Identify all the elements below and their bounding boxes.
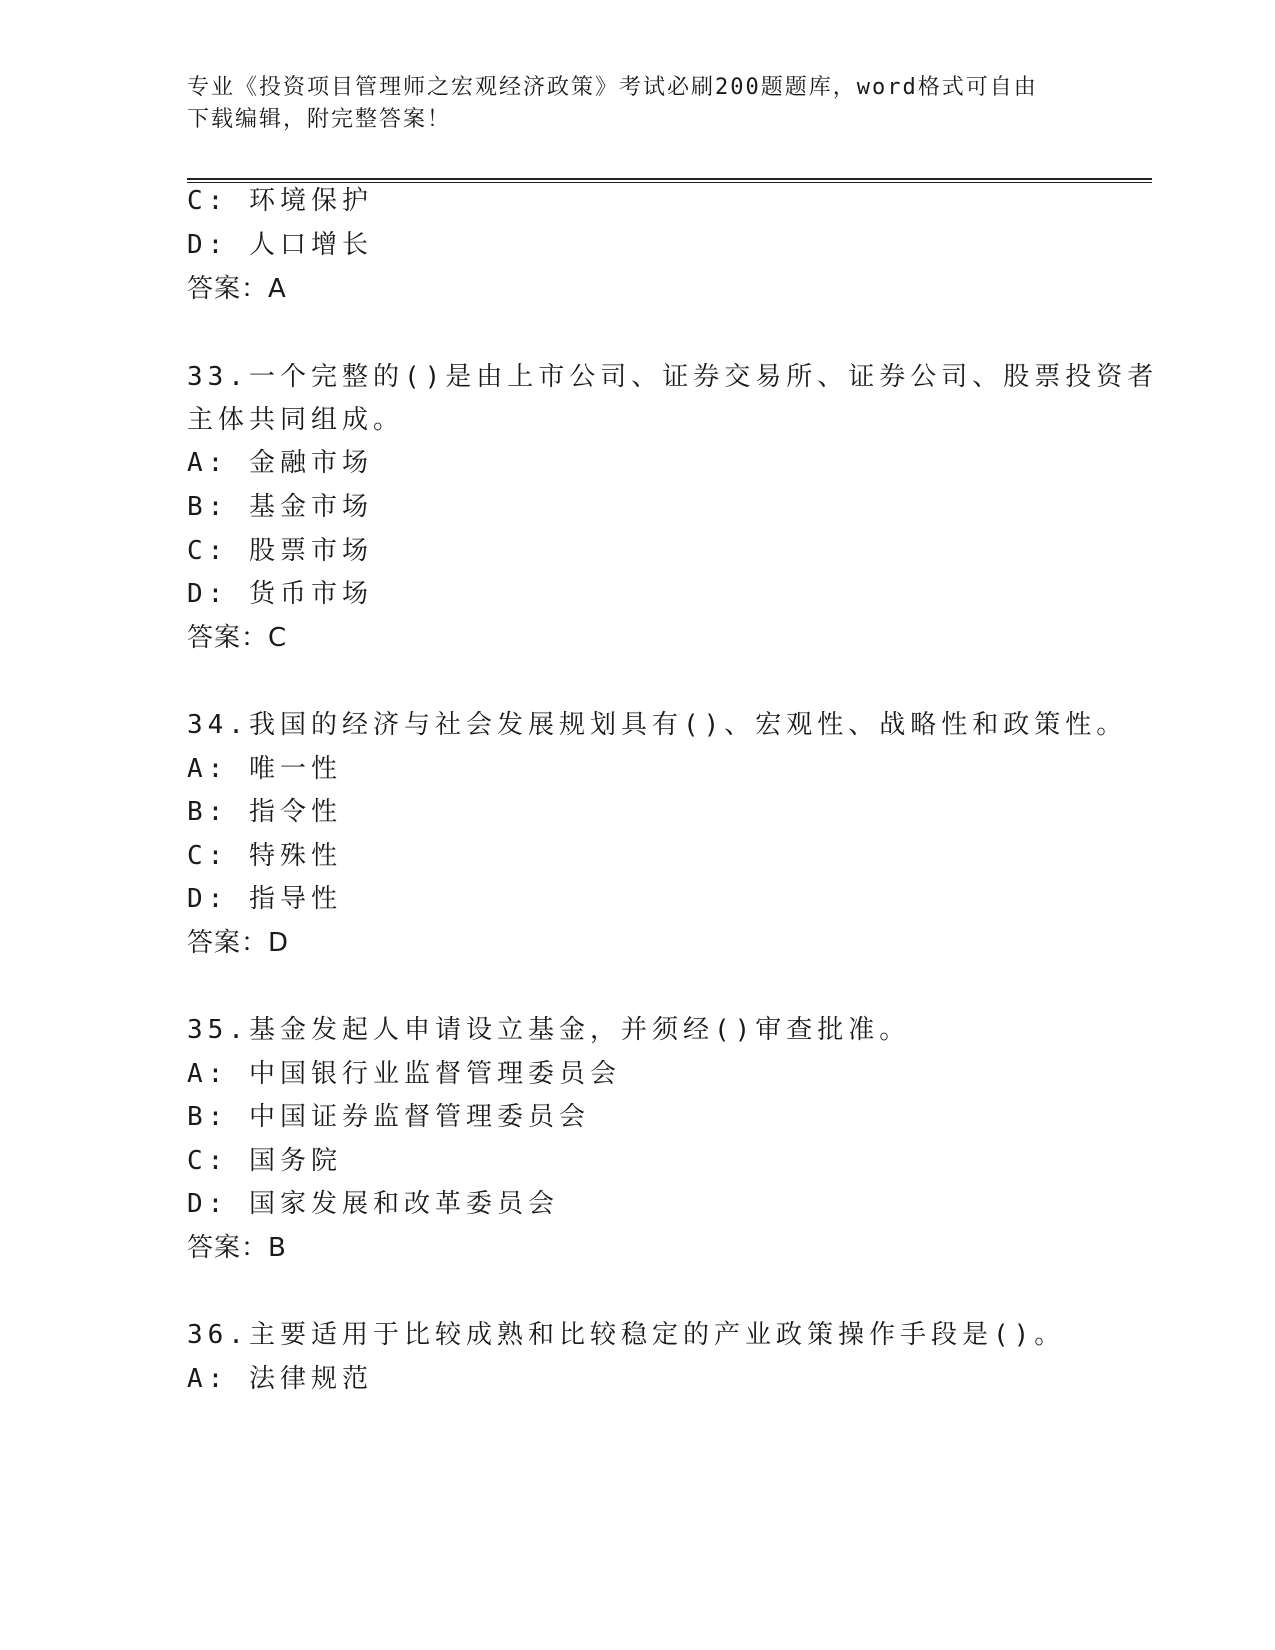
document-header <box>187 72 1087 136</box>
q32-option-d: D: 人口增长 <box>187 230 373 260</box>
q33-option-c: C: 股票市场 <box>187 536 373 566</box>
q34-stem: 34.我国的经济与社会发展规划具有()、宏观性、战略性和政策性。 <box>187 710 1128 740</box>
q36-option-a: A: 法律规范 <box>187 1364 373 1394</box>
q34-answer: 答案：D <box>187 928 290 958</box>
q33-option-d: D: 货币市场 <box>187 579 373 609</box>
q32-option-c: C: 环境保护 <box>187 186 373 216</box>
q32-answer: 答案：A <box>187 274 287 304</box>
q33-option-b: B: 基金市场 <box>187 492 373 522</box>
q33-option-a: A: 金融市场 <box>187 448 373 478</box>
q33-stem-line-2: 主体共同组成。 <box>187 405 405 435</box>
q35-option-c: C: 国务院 <box>187 1146 342 1176</box>
q34-option-d: D: 指导性 <box>187 884 342 914</box>
q34-option-b: B: 指令性 <box>187 797 342 827</box>
q33-stem-line-1: 33.一个完整的()是由上市公司、证券交易所、证券公司、股票投资者 <box>187 362 1159 392</box>
q35-option-d: D: 国家发展和改革委员会 <box>187 1189 559 1219</box>
q35-answer: 答案：B <box>187 1233 287 1263</box>
q34-option-c: C: 特殊性 <box>187 841 342 871</box>
q36-stem: 36.主要适用于比较成熟和比较稳定的产业政策操作手段是()。 <box>187 1320 1066 1350</box>
header-divider <box>187 178 1152 183</box>
q34-option-a: A: 唯一性 <box>187 754 342 784</box>
q35-stem: 35.基金发起人申请设立基金，并须经()审查批准。 <box>187 1015 911 1045</box>
q33-answer: 答案：C <box>187 623 288 653</box>
q35-option-a: A: 中国银行业监督管理委员会 <box>187 1059 621 1089</box>
q35-option-b: B: 中国证券监督管理委员会 <box>187 1102 590 1132</box>
header-line-1: 专业《投资项目管理师之宏观经济政策》考试必刷200题题库，word格式可自由 <box>187 75 1038 100</box>
header-line-2: 下载编辑，附完整答案！ <box>187 107 452 132</box>
